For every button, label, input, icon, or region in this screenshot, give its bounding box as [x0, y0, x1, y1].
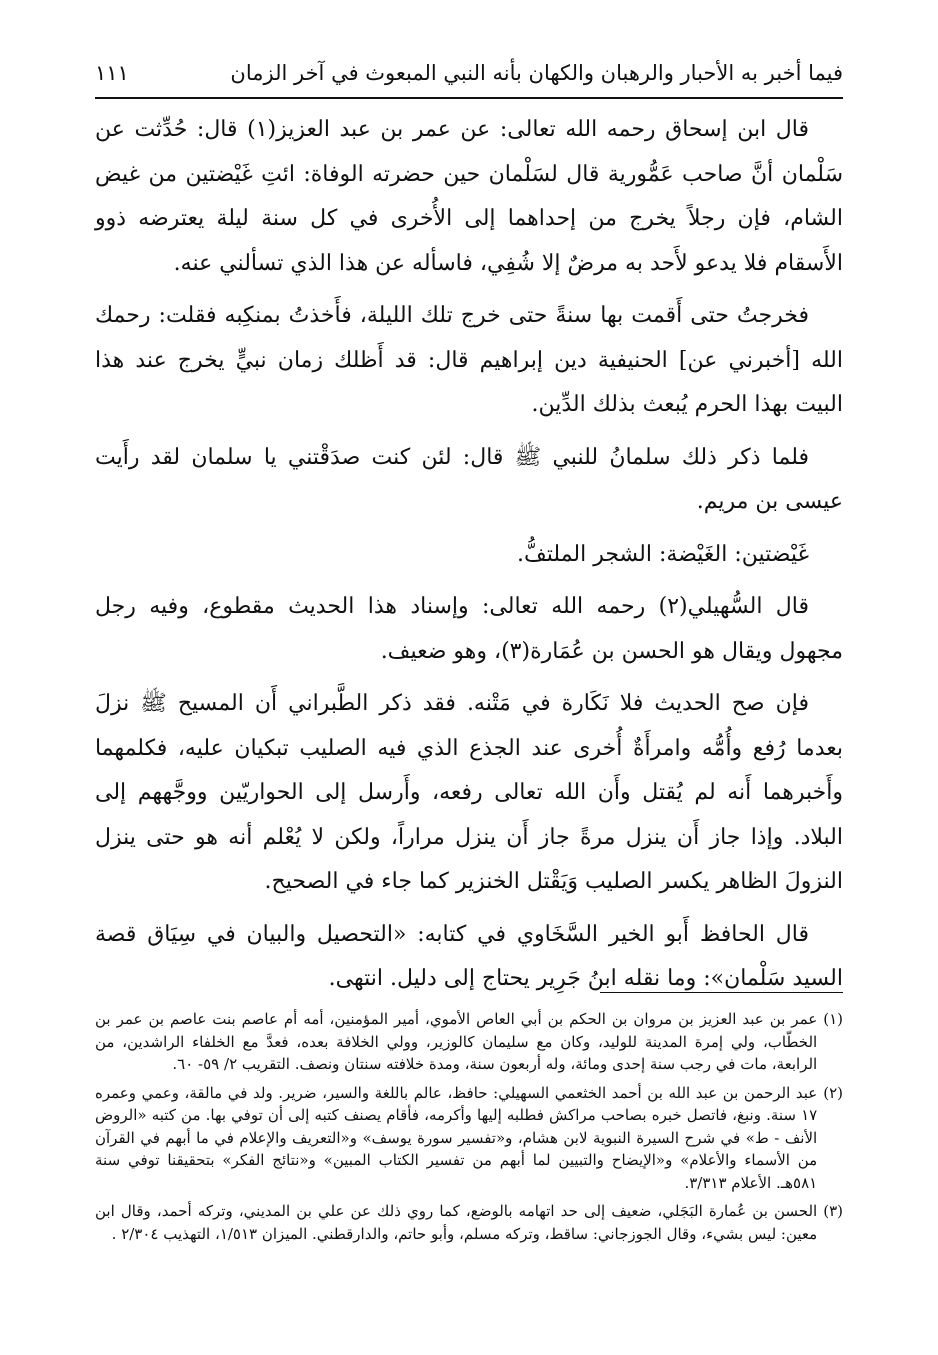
footnote	[95, 1200, 843, 1245]
paragraph: قال ابن إسحاق رحمه الله تعالى: عن عمر بن عبد العزيز(١) قال: حُدِّثت عن سَلْمان أنَّ صاحب عَمُّورية قال لسَلْمان حين حضرته الوفاة: ائتِ غَيْضتين من غيض الشام، فإن رجلاً يخرج من إحداهما إلى الأُخرى في كل سنة ليلة يعترضه ذوو الأَسقام فلا يدعو لأَحد به مرضٌ إلا شُفِي، فاسأله عن هذا الذي تسألني عنه.	[95, 117, 843, 276]
footnote-text: عبد الرحمن بن عبد الله بن أحمد الخثعمي السهيلي: حافظ، عالم باللغة والسير، ضرير. ولد في مالقة، وعمي وعمره ١٧ سنة. ونبغ، فاتصل خبره بصاحب مراكش فطلبه إليها وأكرمه، فأقام يصنف كتبه إلى أن توفي بها. من كتبه «الروض الأنف - ط» في شرح السيرة النبوية لابن هشام، و«تفسير سورة يوسف» و«التعريف والإعلام في ما أبهم في القرآن من الأسماء والأعلام» و«الإيضاح والتبيين لما أبهم من تفسير الكتاب المبين» و«نتائج الفكر» بتحقيقنا توفي سنة ٥٨١هـ. الأعلام ٣/٣١٣.	[95, 1083, 818, 1192]
footnote-number: (١)	[823, 1010, 843, 1028]
footnote	[95, 1082, 843, 1195]
paragraph: فخرجتُ حتى أَقمت بها سنةً حتى خرج تلك الليلة، فأَخذتُ بمنكِبه فقلت: رحمك الله [أخبرني عن] الحنيفية دين إبراهيم قال: قد أَظلك زمان نبيٍّ يخرج عند هذا البيت بهذا الحرم يُبعث بذلك الدِّين.	[95, 303, 843, 417]
paragraph: قال الحافظ أَبو الخير السَّخَاوي في كتابه: «التحصيل والبيان في سِيَاق قصة السيد سَلْمان»: وما نقله ابنُ جَرِير يحتاج إلى دليل. انتهى.	[95, 921, 843, 991]
footnote-divider	[600, 992, 843, 993]
header-divider	[95, 97, 843, 99]
running-title: فيما أخبر به الأحبار والرهبان والكهان بأنه النبي المبعوث في آخر الزمان	[230, 61, 843, 85]
footnote-text: الحسن بن عُمارة البَجَلي، ضعيف إلى حد اتهامه بالوضع، كما روي ذلك عن علي بن المديني، وتركه أحمد، وقال ابن معين: ليس بشيء، وقال الجوزجاني: ساقط، وتركه مسلم، وأبو حاتم، والدارقطني. الميزان ١/٥١٣، التهذيب ٢/٣٠٤ .	[95, 1202, 818, 1243]
footnote-number: (٣)	[823, 1202, 843, 1220]
running-header	[95, 50, 843, 96]
footnote	[95, 1008, 843, 1076]
paragraph: فإن صح الحديث فلا نَكَارة في مَتْنه. فقد ذكر الطَّبراني أَن المسيح ﷺ نزلَ بعدما رُفع وأُمُّه وامرأَةٌ أُخرى عند الجذع الذي فيه الصليب تبكيان عليه، فكلمهما وأَخبرهما أَنه لم يُقتل وأَن الله تعالى رفعه، وأَرسل إلى الحواريّين ووجَّههم إلى البلاد. وإذا جاز أَن ينزل مرةً جاز أَن ينزل مراراً، ولكن لا يُعْلم أنه هو حتى ينزل النزولَ الظاهر يكسر الصليب وَيَقْتل الخنزير كما جاء في الصحيح.	[95, 691, 843, 894]
footnote-number: (٢)	[823, 1083, 843, 1102]
paragraph: غَيْضتين: الغَيْضة: الشجر الملتفُّ.	[517, 541, 809, 567]
footnotes	[95, 1008, 843, 1251]
paragraph: فلما ذكر ذلك سلمانُ للنبي ﷺ قال: لئن كنت صدَقْتني يا سلمان لقد رأَيت عيسى بن مريم.	[95, 444, 843, 514]
page-number: ١١١	[95, 61, 129, 85]
paragraph: قال السُّهيلي(٢) رحمه الله تعالى: وإسناد هذا الحديث مقطوع، وفيه رجل مجهول ويقال هو الحسن بن عُمَارة(٣)، وهو ضعيف.	[95, 594, 843, 664]
main-text	[95, 108, 843, 1010]
footnote-text: عمر بن عبد العزيز بن مروان بن الحكم بن أبي العاص الأموي، أمير المؤمنين، أمه أم عاصم بنت عاصم بن عمر بن الخطّاب، ولي إمرة المدينة للوليد، وكان مع سليمان كالوزير، وولي الخلافة بعده، فعدَّ مع الخلفاء الراشدين، من الرابعة، مات في رجب سنة إحدى ومائة، وله أربعون سنة، ومدة خلافته سنتان ونصف. التقريب ٢/ ٥٩- ٦٠.	[95, 1010, 818, 1073]
